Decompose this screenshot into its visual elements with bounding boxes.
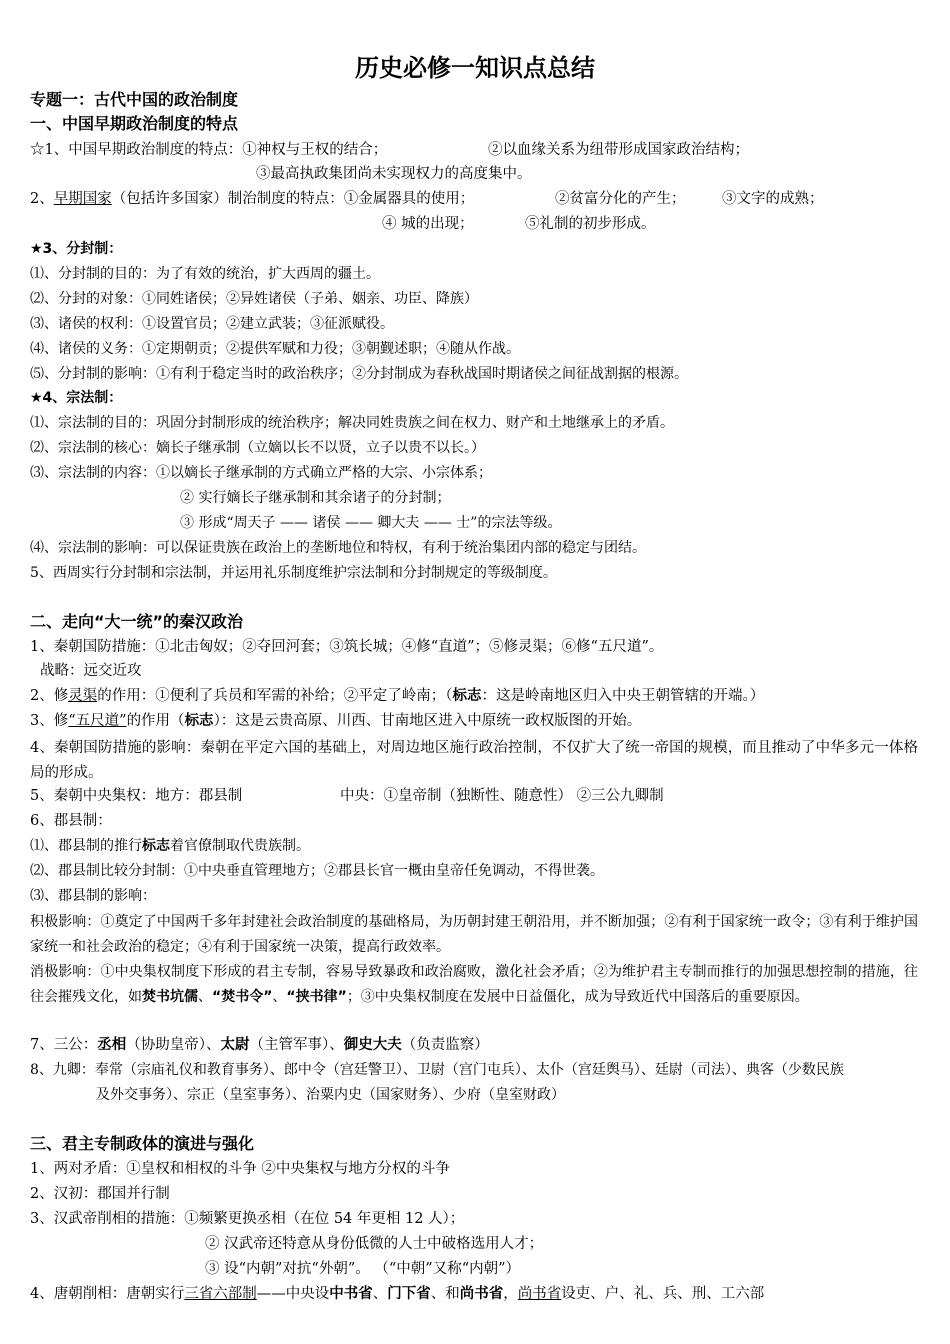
- list-item: ⑸、分封制的影响：①有利于稳定当时的政治秩序；②分封制成为春秋战国时期诸侯之间征战割据的根源。: [30, 366, 688, 382]
- r4-text-5: 设吏、户、礼、兵、刑、工六部: [561, 1286, 765, 1302]
- list-item: 8、九卿：奉常（宗庙礼仪和教育事务）、郎中令（宫廷警卫）、卫尉（宫门屯兵）、太仆（宫廷舆马）、廷尉（司法）、典客（少数民族: [30, 1062, 844, 1078]
- list-item: [30, 686, 764, 706]
- list-item: 及外交事务）、宗正（皇室事务）、治粟内史（国家财务）、少府（皇室财政）: [96, 1087, 565, 1103]
- q3-underlined: “五尺道”: [68, 713, 127, 729]
- list-item: 中央：①皇帝制（独断性、随意性） ②三公九卿制: [340, 788, 664, 804]
- list-item: ⑶、诸侯的权利：①设置官员；②建立武装；③征派赋役。: [30, 316, 394, 332]
- r4-underlined-2: 尚书省: [517, 1286, 562, 1302]
- paragraph-1b: ②以血缘关系为纽带形成国家政治结构；: [488, 142, 749, 158]
- topic-heading: 专题一：古代中国的政治制度: [30, 90, 239, 109]
- section-heading-1: 一、中国早期政治制度的特点: [30, 114, 239, 133]
- list-item: 5、西周实行分封制和宗法制，并运用礼乐制度维护宗法制和分封制规定的等级制度。: [30, 565, 557, 581]
- r4-underlined-1: 三省六部制: [184, 1286, 257, 1302]
- neg-bold-2: “焚书令”: [212, 989, 273, 1005]
- list-item: 战略：远交近攻: [40, 663, 142, 679]
- r4-text-4: ，: [503, 1286, 518, 1302]
- q6-1-prefix: ⑴、郡县制的推行: [30, 838, 142, 854]
- paragraph-2d: ④ 城的出现；: [382, 216, 474, 232]
- q7-text-3: （负责监察）: [401, 1037, 489, 1053]
- paragraph-positive-effects: 积极影响：①奠定了中国两千多年封建社会政治制度的基础格局，为历朝封建王朝沿用，并不断加强；②有利于国家统一政令；③有利于维护国家统一和社会政治的稳定；④有利于国家统一决策，提高行政效率。: [30, 914, 918, 955]
- neg-sep-1: 、: [198, 989, 212, 1005]
- list-item: ⑵、郡县制比较分封制：①中央垂直管理地方；②郡县长官一概由皇帝任免调动，不得世袭。: [30, 863, 604, 879]
- q2-post: ：这是岭南地区归入中央王朝管辖的开端。）: [481, 688, 765, 704]
- list-item: 1、两对矛盾：①皇权和相权的斗争 ②中央集权与地方分权的斗争: [30, 1161, 450, 1177]
- list-item: ③ 设“内朝”对抗“外朝”。 （“中朝”又称“内朝”）: [205, 1261, 521, 1277]
- list-item: 6、郡县制：: [30, 813, 112, 829]
- neg-bold-1: 焚书坑儒: [142, 989, 198, 1005]
- r4-text-3: 、和: [430, 1286, 460, 1302]
- q7-prefix: 7、三公：: [30, 1037, 98, 1053]
- subheading-fenfeng: ★3、分封制：: [30, 241, 123, 257]
- p2-text: （包括许多国家）制治制度的特点：①金属器具的使用；: [111, 191, 475, 207]
- neg-sep-2: 、: [272, 989, 287, 1005]
- list-item: 5、秦朝中央集权：地方：郡县制: [30, 788, 243, 804]
- q6-1-bold: 标志: [142, 838, 170, 854]
- section-heading-3: 三、君主专制政体的演进与强化: [30, 1134, 255, 1153]
- q2-mid: 的作用：①便利了兵员和军需的补给；②平定了岭南；（: [97, 688, 453, 704]
- q7-text-2: （主管军事）、: [249, 1037, 344, 1053]
- list-item: [30, 711, 641, 731]
- list-item: ⑶、宗法制的内容：①以嫡长子继承制的方式确立严格的大宗、小宗体系；: [30, 465, 492, 481]
- r4-text-1: ——中央设: [256, 1286, 330, 1302]
- list-item: ⑵、宗法制的核心：嫡长子继承制（立嫡以长不以贤，立子以贵不以长。）: [30, 440, 485, 456]
- list-item: ⑷、诸侯的义务：①定期朝贡；②提供军赋和力役；③朝觐述职；④随从作战。: [30, 341, 520, 357]
- r4-bold-1: 中书省: [329, 1286, 373, 1302]
- section-heading-2: 二、走向“大一统”的秦汉政治: [30, 612, 244, 631]
- list-item: 3、汉武帝削相的措施：①频繁更换丞相（在位 54 年更相 12 人）；: [30, 1211, 465, 1227]
- r4-prefix: 4、唐朝削相：唐朝实行: [30, 1286, 185, 1302]
- q7-bold-1: 丞相: [97, 1037, 127, 1053]
- q2-bold: 标志: [452, 688, 482, 704]
- paragraph-1a: ☆1、中国早期政治制度的特点：①神权与王权的结合；: [30, 142, 388, 158]
- p2-underlined-term: 早期国家: [53, 191, 112, 207]
- r4-text-2: 、: [372, 1286, 388, 1302]
- q6-1-post: 着官僚制取代贵族制。: [170, 838, 310, 854]
- r4-bold-2: 门下省: [387, 1286, 431, 1302]
- paragraph-negative-effects: [30, 960, 918, 1010]
- list-item: ② 汉武帝还特意从身份低微的人士中破格选用人才；: [205, 1236, 544, 1252]
- q3-bold: 标志: [184, 713, 214, 729]
- document-title: 历史必修一知识点总结: [355, 54, 595, 82]
- subheading-zongfa: ★4、宗法制：: [30, 390, 123, 406]
- q3-mid: 的作用（: [126, 713, 185, 729]
- list-item: 1、秦朝国防措施：①北击匈奴；②夺回河套；③筑长城；④修“直道”；⑤修灵渠；⑥修“五尺道”。: [30, 639, 664, 655]
- q3-post: ）：这是云贵高原、川西、甘南地区进入中原统一政权版图的开始。: [213, 713, 642, 729]
- q2-underlined: 灵渠: [68, 688, 98, 704]
- paragraph-2c: ③文字的成熟；: [722, 191, 824, 207]
- q7-bold-2: 太尉: [220, 1037, 250, 1053]
- neg-text-g: ；③中央集权制度在发展中日益僵化，成为导致近代中国落后的重要原因。: [346, 989, 809, 1005]
- paragraph-1c: ③最高执政集团尚未实现权力的高度集中。: [256, 166, 532, 182]
- paragraph-2e: ⑤礼制的初步形成。: [525, 216, 656, 232]
- q2-prefix: 2、修: [30, 688, 69, 704]
- list-item: ⑶、郡县制的影响：: [30, 888, 156, 904]
- list-item: ⑷、宗法制的影响：可以保证贵族在政治上的垄断地位和特权，有利于统治集团内部的稳定与团结。: [30, 540, 646, 556]
- list-item: [30, 1035, 489, 1055]
- list-item: 2、汉初：郡国并行制: [30, 1186, 170, 1202]
- q7-text-1: （协助皇帝）、: [126, 1037, 221, 1053]
- paragraph-q4: 4、秦朝国防措施的影响：秦朝在平定六国的基础上，对周边地区施行政治控制，不仅扩大了统一帝国的规模，而且推动了中华多元一体格局的形成。: [30, 740, 918, 781]
- list-item: ⑴、宗法制的目的：巩固分封制形成的统治秩序；解决同姓贵族之间在权力、财产和土地继承上的矛盾。: [30, 415, 674, 431]
- neg-text-a: 消极影响：①中央集权制度下形成的君主专制，容易导致暴政和政治腐败，激化社会矛盾；②为维护君主专制而推行的加强思想控制的措施，往往会摧残文化，如: [30, 964, 918, 1005]
- neg-bold-3: “挟书律”: [286, 989, 347, 1005]
- list-item: ⑴、分封制的目的：为了有效的统治，扩大西周的疆土。: [30, 266, 380, 282]
- q3-prefix: 3、修: [30, 713, 69, 729]
- list-item: ② 实行嫡长子继承制和其余诸子的分封制；: [180, 490, 451, 506]
- list-item: [30, 1284, 764, 1304]
- list-item: [30, 836, 310, 856]
- q7-bold-3: 御史大夫: [343, 1037, 402, 1053]
- p2-prefix: 2、: [30, 191, 54, 207]
- list-item: ⑵、分封的对象：①同姓诸侯；②异姓诸侯（子弟、姻亲、功臣、降族）: [30, 291, 478, 307]
- paragraph-2b: ②贫富分化的产生；: [555, 191, 686, 207]
- paragraph-2a: [30, 189, 474, 209]
- list-item: ③ 形成“周天子 —— 诸侯 —— 卿大夫 —— 士”的宗法等级。: [180, 515, 562, 531]
- r4-bold-3: 尚书省: [459, 1286, 504, 1302]
